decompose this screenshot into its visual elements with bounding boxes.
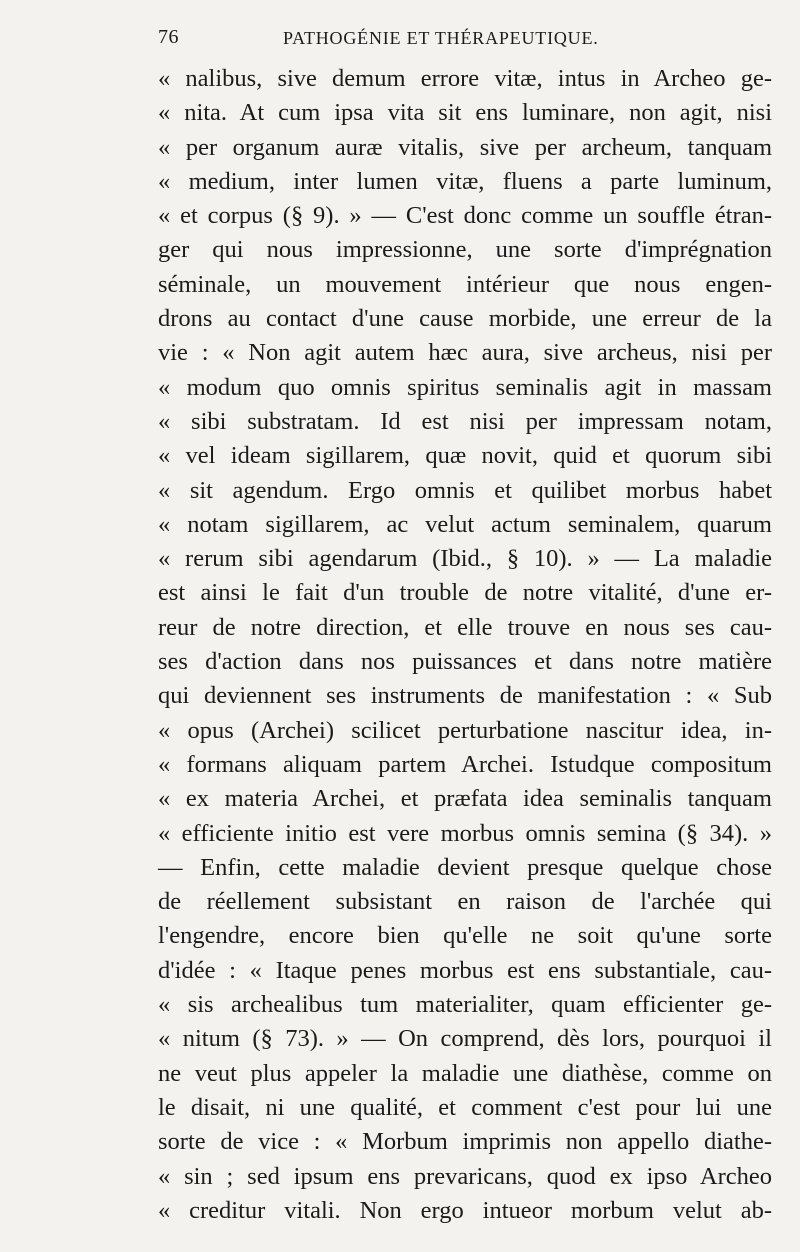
page-number: 76 xyxy=(158,26,179,48)
text-line: « opus (Archei) scilicet perturbatione nascitur idea, in- xyxy=(158,716,772,744)
text-line: « sit agendum. Ergo omnis et quilibet morbus habet xyxy=(158,476,772,504)
text-line: ne veut plus appeler la maladie une diathèse, comme on xyxy=(158,1059,772,1087)
text-line: « nalibus, sive demum errore vitæ, intus in Archeo ge- xyxy=(158,65,772,92)
text-line: « formans aliquam partem Archei. Istudque compositum xyxy=(158,750,772,778)
text-line: « sis archealibus tum materialiter, quam efficienter ge- xyxy=(158,991,772,1019)
page-header xyxy=(158,26,770,56)
text-line: « vel ideam sigillarem, quæ novit, quid et quorum sibi xyxy=(158,442,772,470)
text-line: « efficiente initio est vere morbus omnis semina (§ 34). » xyxy=(158,819,772,847)
text-line: vie : « Non agit autem hæc aura, sive archeus, nisi per xyxy=(158,339,772,367)
text-line: ses d'action dans nos puissances et dans notre matière xyxy=(158,648,772,676)
text-line: séminale, un mouvement intérieur que nous engen- xyxy=(158,270,772,298)
text-line: « rerum sibi agendarum (Ibid., § 10). » — La maladie xyxy=(158,545,772,573)
text-line: ger qui nous impressionne, une sorte d'imprégnation xyxy=(158,236,772,264)
text-line: drons au contact d'une cause morbide, une erreur de la xyxy=(158,305,772,333)
text-line: « notam sigillarem, ac velut actum seminalem, quarum xyxy=(158,510,772,538)
text-line: « creditur vitali. Non ergo intueor morbum velut ab- xyxy=(158,1196,772,1224)
text-line: « per organum auræ vitalis, sive per archeum, tanquam xyxy=(158,133,772,161)
running-title: PATHOGÉNIE ET THÉRAPEUTIQUE. xyxy=(283,28,599,48)
text-line: reur de notre direction, et elle trouve en nous ses cau- xyxy=(158,613,772,641)
text-line: « modum quo omnis spiritus seminalis agit in massam xyxy=(158,373,772,401)
text-line: « sin ; sed ipsum ens prevaricans, quod ex ipso Archeo xyxy=(158,1162,772,1190)
text-line: « nita. At cum ipsa vita sit ens luminare, non agit, nisi xyxy=(158,99,772,127)
text-line: « ex materia Archei, et præfata idea seminalis tanquam xyxy=(158,785,772,813)
text-line: sorte de vice : « Morbum imprimis non appello diathe- xyxy=(158,1128,772,1156)
text-line: « nitum (§ 73). » — On comprend, dès lors, pourquoi il xyxy=(158,1025,772,1053)
text-line: est ainsi le fait d'un trouble de notre vitalité, d'une er- xyxy=(158,579,772,607)
text-line: le disait, ni une qualité, et comment c'est pour lui une xyxy=(158,1093,772,1121)
text-line: de réellement subsistant en raison de l'archée qui xyxy=(158,888,772,916)
text-line: — Enfin, cette maladie devient presque quelque chose xyxy=(158,853,772,881)
text-line: « et corpus (§ 9). » — C'est donc comme un souffle étran- xyxy=(158,202,772,230)
text-line: « sibi substratam. Id est nisi per impressam notam, xyxy=(158,407,772,435)
text-line: qui deviennent ses instruments de manifestation : « Sub xyxy=(158,682,772,710)
text-line: d'idée : « Itaque penes morbus est ens substantiale, cau- xyxy=(158,956,772,984)
body-text xyxy=(158,62,772,1228)
text-line: l'engendre, encore bien qu'elle ne soit qu'une sorte xyxy=(158,922,772,950)
text-line: « medium, inter lumen vitæ, fluens a parte luminum, xyxy=(158,167,772,195)
